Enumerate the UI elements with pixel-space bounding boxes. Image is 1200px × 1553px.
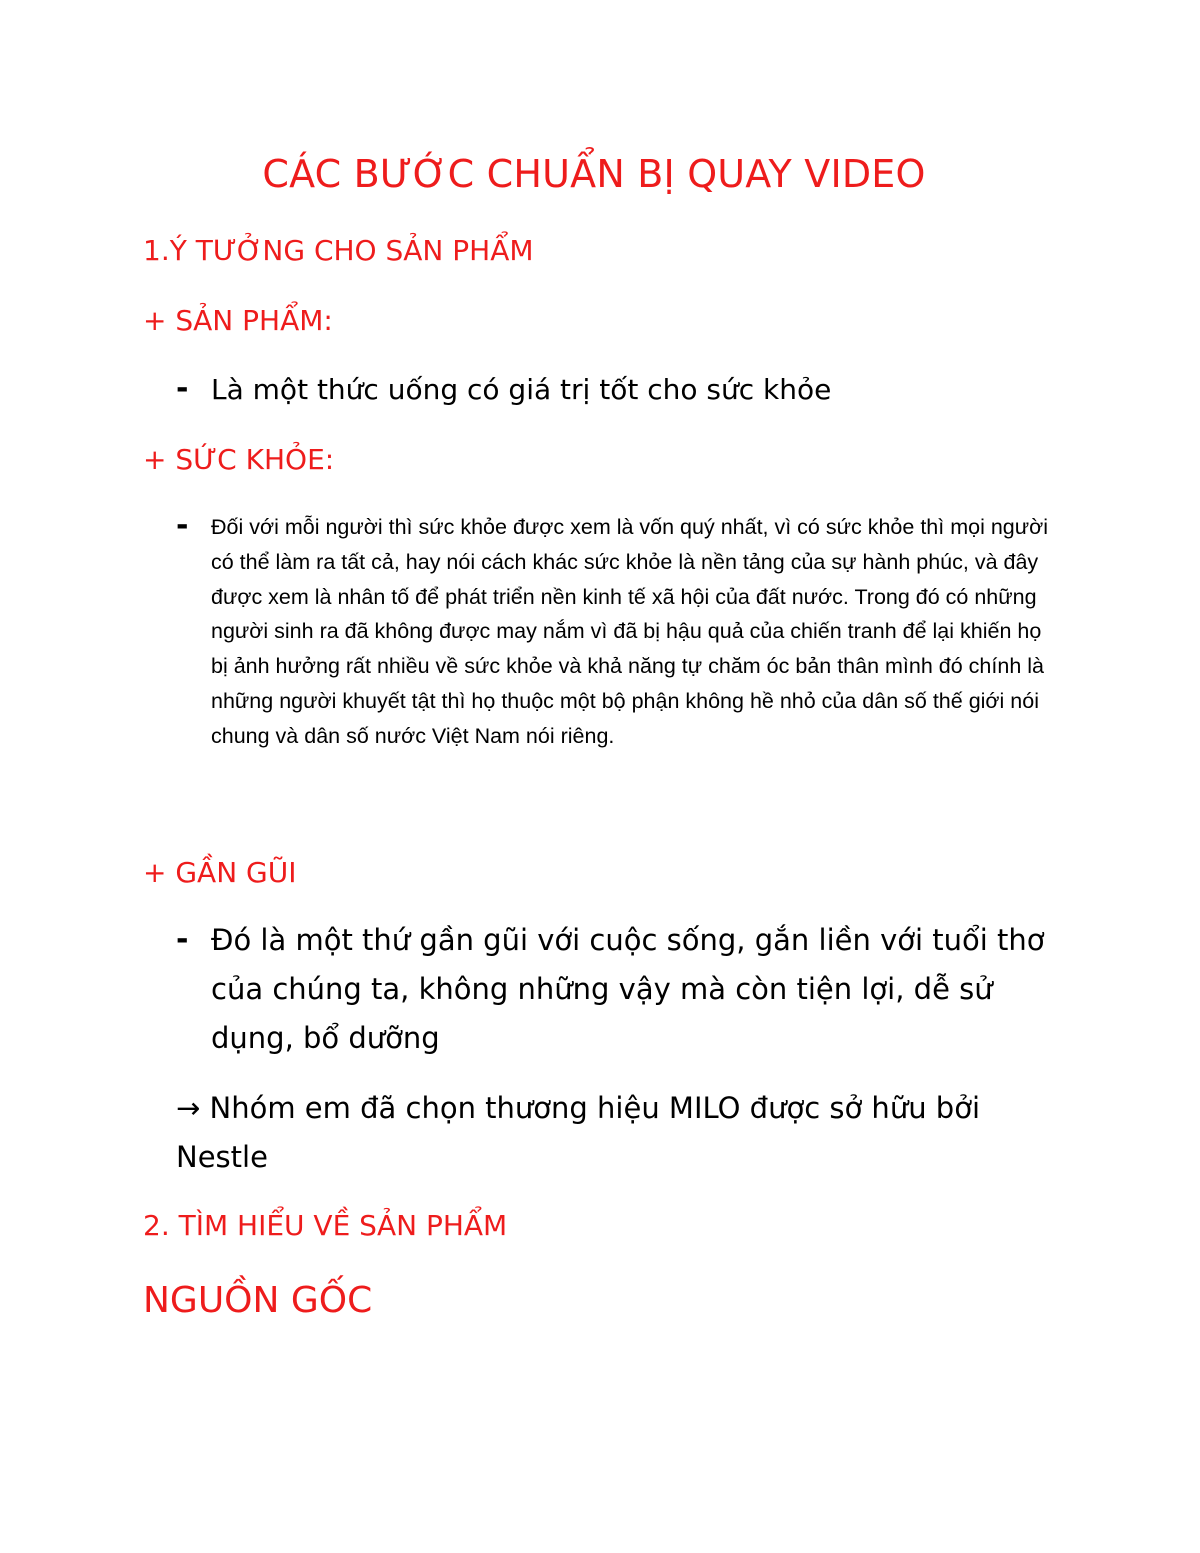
section-2-heading: 2. TÌM HIỂU VỀ SẢN PHẨM	[143, 1209, 508, 1242]
product-bullet: -	[176, 371, 189, 406]
document-title: CÁC BƯỚC CHUẨN BỊ QUAY VIDEO	[262, 152, 926, 196]
section-1-heading: 1.Ý TƯỞNG CHO SẢN PHẨM	[143, 234, 534, 267]
familiar-label: + GẦN GŨI	[143, 856, 297, 889]
health-paragraph: Đối với mỗi người thì sức khỏe được xem là vốn quý nhất, vì có sức khỏe thì mọi người có thể làm ra tất cả, hay nói cách khác sức khỏe là nền tảng của sự hành phúc, và đây được xem là nhân tố để phát triển nền kinh tế xã hội của đất nước. Trong đó có những người sinh ra đã không được may nắm vì đã bị hậu quả của chiến tranh để lại khiến họ bị ảnh hưởng rất nhiều về sức khỏe và khả năng tự chăm óc bản thân mình đó chính là những người khuyết tật thì họ thuộc một bộ phận không hề nhỏ của dân số thế giới nói chung và dân số nước Việt Nam nói riêng.	[211, 515, 1048, 748]
origin-heading: NGUỒN GỐC	[143, 1280, 373, 1321]
brand-conclusion: → Nhóm em đã chọn thương hiệu MILO được sở hữu bởi Nestle	[176, 1091, 980, 1174]
familiar-bullet: -	[176, 922, 189, 957]
familiar-paragraph: Đó là một thứ gần gũi với cuộc sống, gắn liền với tuổi thơ của chúng ta, không những vậy mà còn tiện lợi, dễ sử dụng, bổ dưỡng	[211, 923, 1045, 1055]
health-label: + SỨC KHỎE:	[143, 443, 335, 476]
health-bullet: -	[176, 508, 189, 543]
product-label: + SẢN PHẨM:	[143, 304, 333, 337]
product-description: Là một thức uống có giá trị tốt cho sức khỏe	[211, 373, 832, 406]
